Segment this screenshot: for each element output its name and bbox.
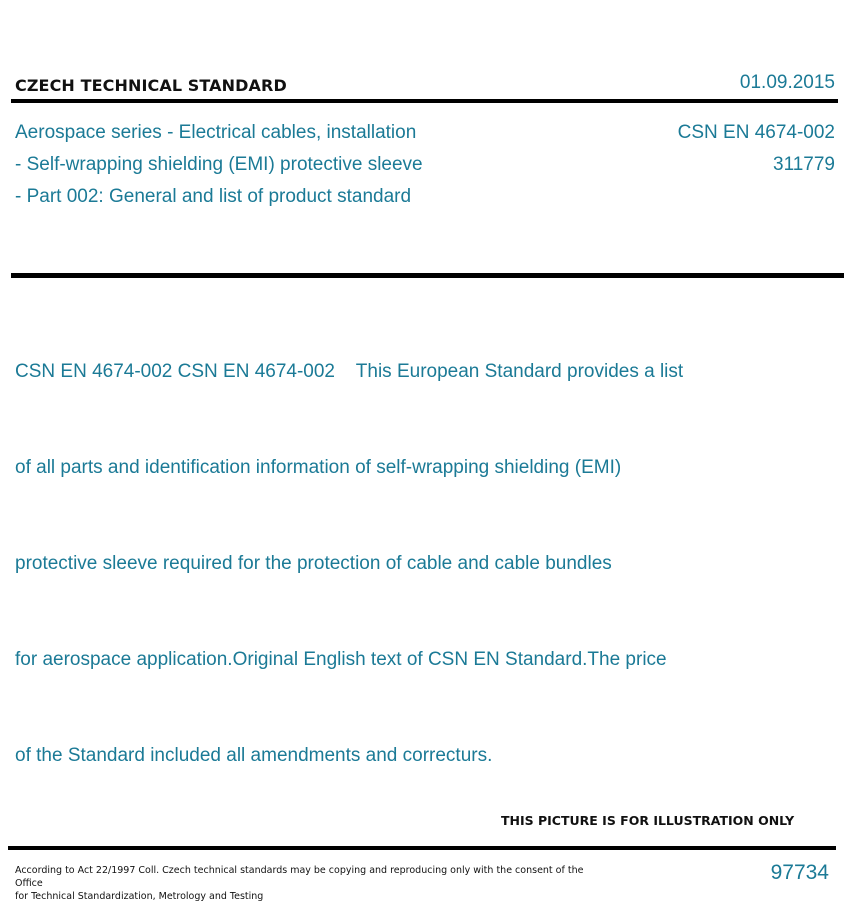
standard-title-line: - Part 002: General and list of product standard xyxy=(15,186,412,207)
section-divider xyxy=(11,273,844,278)
copyright-notice xyxy=(15,864,595,903)
standard-title xyxy=(15,117,423,213)
standard-title-line: - Self-wrapping shielding (EMI) protective sleeve xyxy=(15,154,423,175)
description-line: of the Standard included all amendments and correcturs. xyxy=(15,745,493,766)
classification-number: 311779 xyxy=(773,154,835,175)
description-line: CSN EN 4674-002 CSN EN 4674-002 This European Standard provides a list xyxy=(15,361,684,382)
standard-description xyxy=(15,292,795,804)
standard-title-line: Aerospace series - Electrical cables, installation xyxy=(15,122,417,143)
standard-code: CSN EN 4674-002 xyxy=(677,122,835,143)
description-line: of all parts and identification information of self-wrapping shielding (EMI) xyxy=(15,457,622,478)
catalog-number: 97734 xyxy=(770,861,829,884)
header-divider xyxy=(11,99,838,103)
footer-divider xyxy=(8,846,836,850)
publication-date: 01.09.2015 xyxy=(739,72,835,93)
illustration-disclaimer: THIS PICTURE IS FOR ILLUSTRATION ONLY xyxy=(501,813,795,828)
description-line: protective sleeve required for the protection of cable and cable bundles xyxy=(15,553,612,574)
document-type-heading: CZECH TECHNICAL STANDARD xyxy=(15,76,287,95)
copyright-line: According to Act 22/1997 Coll. Czech technical standards may be copying and reproducing only with the consent of the Office xyxy=(15,865,584,889)
description-line: for aerospace application.Original English text of CSN EN Standard.The price xyxy=(15,649,667,670)
standard-identifiers xyxy=(678,117,835,181)
copyright-line: for Technical Standardization, Metrology and Testing xyxy=(15,891,264,902)
